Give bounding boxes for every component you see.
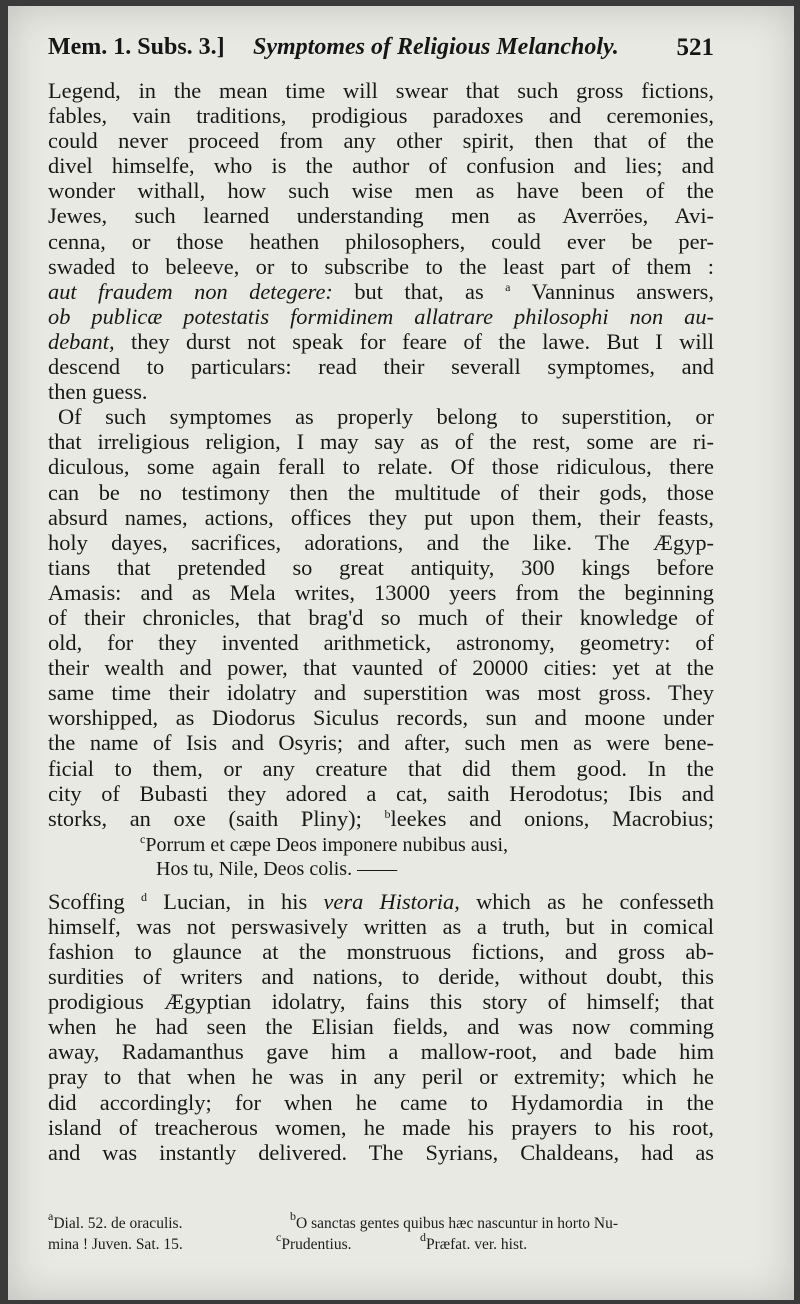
text-line: fashion to glaunce at the monstruous fictions, and gross ab-	[48, 939, 714, 964]
book-title: vera Historia,	[323, 888, 460, 914]
footnote-b: $^b$O sanctas gentes quibus hæc nascuntur in horto Nu-	[290, 1209, 618, 1232]
text-line: Jewes, such learned understanding men as Averröes, Avi-	[48, 203, 714, 229]
footnote-a: $^a$Dial. 52. de oraculis.	[48, 1209, 183, 1232]
footnote-c: $^c$Prudentius.	[276, 1230, 352, 1253]
text-line: debant, they durst not speak for feare of the lawe. But I will	[48, 328, 714, 354]
running-title: Symptomes of Religious Melancholy.	[253, 34, 619, 60]
text-line: city of Bubasti they adored a cat, saith Herodotus; Ibis and	[48, 780, 714, 806]
text-line: that irreligious religion, I may say as of the rest, some are ri-	[48, 429, 714, 455]
text-line: ficial to them, or any creature that did them good. In the	[48, 755, 714, 781]
text-line: wonder withall, how such wise men as have been of the	[48, 178, 714, 204]
latin-phrase: debant,	[48, 328, 115, 354]
paragraph-3	[48, 889, 714, 1165]
text-line: holy dayes, sacrifices, adorations, and the like. The Ægyp-	[48, 529, 714, 555]
paragraph-2	[48, 404, 714, 831]
text-line: away, Radamanthus gave him a mallow-root, and bade him	[48, 1039, 714, 1065]
text-line: absurd names, actions, offices they put upon them, their feasts,	[48, 504, 714, 530]
text-line: their wealth and power, that vaunted of 20000 cities: yet at the	[48, 655, 714, 681]
text-line: of their chronicles, that brag'd so much of their knowledge of	[48, 604, 714, 630]
section-reference: Mem. 1. Subs. 3.]	[48, 34, 225, 60]
footnote-line	[48, 1209, 714, 1234]
text-line: prodigious Ægyptian idolatry, fains this story of himself; that	[48, 989, 714, 1015]
footnote-d: $^d$Præfat. ver. hist.	[420, 1230, 528, 1253]
text-line: same time their idolatry and superstition was most gross. They	[48, 680, 714, 706]
text-line: pray to that when he was in any peril or extremity; which he	[48, 1064, 714, 1090]
text-line: storks, an oxe (saith Pliny); $^b$leekes and onions, Macrobius;	[48, 805, 714, 831]
text-line: fables, vain traditions, prodigious paradoxes and ceremonies,	[48, 103, 714, 129]
footnote-mark-b: b	[384, 806, 391, 821]
text-line: the name of Isis and Osyris; and after, such men as were bene-	[48, 730, 714, 756]
latin-phrase: ob publicæ potestatis formidinem allatrare philosophi non au-	[48, 303, 714, 329]
text-line: cenna, or those heathen philosophers, could ever be per-	[48, 228, 714, 254]
text-line: island of treacherous women, he made his prayers to his root,	[48, 1114, 714, 1140]
text-line: Of such symptomes as properly belong to superstition, or	[58, 404, 714, 430]
paragraph-1	[48, 78, 714, 404]
text-line: swaded to beleeve, or to subscribe to the least part of them :	[48, 253, 714, 279]
footnote-mark-a: a	[505, 279, 511, 294]
text-line: could never proceed from any other spirit, then that of the	[48, 128, 714, 154]
verse-line: Hos tu, Nile, Deos colis. ——	[156, 857, 398, 880]
text-line: worshipped, as Diodorus Siculus records, sun and moone under	[48, 705, 714, 731]
text-line	[48, 304, 714, 329]
text-line: did accordingly; for when he came to Hydamordia in the	[48, 1089, 714, 1115]
text-line: and was instantly delivered. The Syrians, Chaldeans, had as	[48, 1139, 714, 1165]
text-line: aut fraudem non detegere: but that, as $^a$ Vanninus answers,	[48, 278, 714, 304]
text-line: Amasis: and as Mela writes, 13000 yeers from the beginning	[48, 579, 714, 605]
text-line: himself, was not perswasively written as a truth, but in comical	[48, 913, 714, 939]
footnote-b-continued: mina ! Juven. Sat. 15.	[48, 1236, 183, 1253]
verse-quotation	[48, 833, 714, 881]
text-line: Legend, in the mean time will swear that such gross fictions,	[48, 78, 714, 103]
text-line: old, for they invented arithmetick, astronomy, geometry: of	[48, 630, 714, 656]
footnotes	[48, 1209, 714, 1255]
text-line: tians that pretended so great antiquity, 300 kings before	[48, 554, 714, 580]
text-line: surdities of writers and nations, to deride, without doubt, this	[48, 964, 714, 990]
footnote-mark-d: d	[141, 889, 147, 904]
verse-line: $^c$Porrum et cæpe Deos imponere nubibus ausi,	[140, 831, 509, 856]
text-line: divel himselfe, who is the author of confusion and lies; and	[48, 153, 714, 179]
page-number: 521	[676, 34, 714, 61]
running-header	[48, 28, 714, 68]
text-line: diculous, some again ferall to relate. Of those ridiculous, there	[48, 454, 714, 480]
latin-phrase: aut fraudem non detegere:	[48, 278, 333, 304]
page-body	[48, 78, 714, 1165]
text-line: when he had seen the Elisian fields, and was now comming	[48, 1014, 714, 1040]
text-line: Scoffing $^d$ Lucian, in his vera Historia, which as he confesseth	[48, 888, 714, 914]
footnote-mark-c: c	[140, 831, 146, 846]
text-line: can be no testimony then the multitude of their gods, those	[48, 479, 714, 505]
book-page	[8, 6, 794, 1300]
text-line: then guess.	[48, 379, 148, 405]
text-line: descend to particulars: read their severall symptomes, and	[48, 354, 714, 380]
footnote-line	[48, 1230, 714, 1255]
